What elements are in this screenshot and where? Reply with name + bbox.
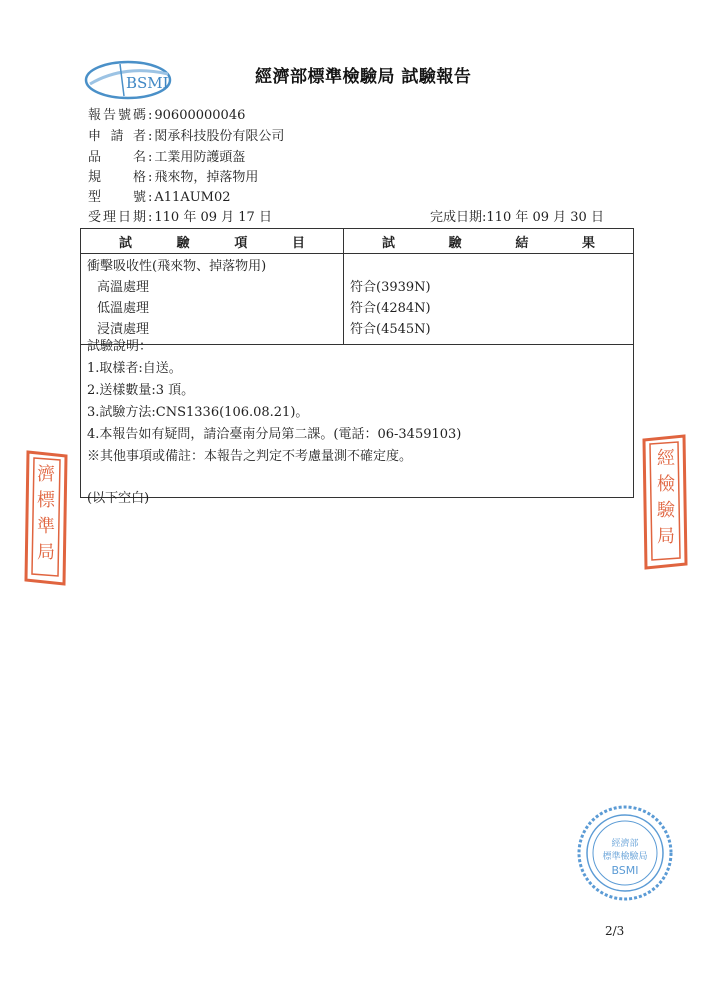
- report-number-label: 報告號碼: [88, 108, 146, 123]
- seal-top-text: 經濟部: [611, 839, 639, 849]
- seal-middle-text: 標準檢驗局: [602, 852, 648, 862]
- received-date-value: 110 年 09 月 17 日: [154, 210, 272, 225]
- test-item: 低溫處理: [97, 301, 150, 316]
- applicant-line: 申請者 : 閎承科技股份有限公司: [88, 127, 284, 147]
- note-line: 2.送樣數量:3 頂。: [87, 383, 195, 398]
- test-result: 符合(4545N): [350, 322, 431, 337]
- spec-value: 飛來物，掉落物用: [154, 170, 259, 185]
- report-number-line: 報告號碼 : 90600000046: [88, 106, 245, 126]
- note-line: 1.取樣者:自送。: [87, 361, 182, 376]
- test-group-label: 衝擊吸收性(飛來物、掉落物用): [87, 259, 267, 274]
- note-line: ※其他事項或備註：本報告之判定不考慮量測不確定度。: [87, 449, 413, 464]
- svg-text:檢: 檢: [657, 474, 675, 495]
- svg-text:經: 經: [657, 448, 675, 469]
- product-value: 工業用防護頭盔: [154, 150, 246, 165]
- completed-date-line: 完成日期:110 年 09 月 30 日: [430, 210, 604, 225]
- notes-heading: 試驗說明：: [87, 339, 153, 354]
- note-line: 4.本報告如有疑問，請洽臺南分局第二課。(電話：06-3459103): [87, 427, 462, 442]
- model-value: A11AUM02: [154, 190, 231, 205]
- page-number: 2/3: [605, 924, 625, 938]
- test-item: 高溫處理: [97, 280, 150, 295]
- received-date-line: 受理日期 : 110 年 09 月 17 日: [88, 208, 272, 228]
- results-table: [80, 228, 634, 345]
- model-line: 型號 : A11AUM02: [88, 188, 231, 208]
- applicant-label: 申請者: [88, 129, 146, 144]
- model-label: 型號: [88, 190, 146, 205]
- test-item: 浸漬處理: [97, 322, 150, 337]
- received-date-label: 受理日期: [88, 210, 146, 225]
- left-red-stamp: [20, 448, 70, 588]
- seal-bottom-text: BSMI: [611, 864, 639, 877]
- svg-text:濟: 濟: [37, 464, 55, 485]
- test-result: 符合(3939N): [350, 280, 431, 295]
- blank-below-note: (以下空白): [87, 491, 150, 506]
- test-notes-box: [80, 335, 634, 506]
- table-row: [81, 254, 634, 345]
- report-title: 經濟部標準檢驗局 試驗報告: [255, 67, 472, 87]
- svg-text:局: 局: [37, 542, 55, 563]
- product-label: 品名: [88, 150, 146, 165]
- bsmi-logo: [84, 56, 174, 102]
- product-line: 品名 : 工業用防護頭盔: [88, 148, 245, 168]
- header-test-item: 試 驗 項 目: [81, 229, 344, 254]
- spec-label: 規格: [88, 170, 146, 185]
- svg-text:驗: 驗: [657, 500, 675, 521]
- applicant-value: 閎承科技股份有限公司: [154, 129, 285, 144]
- completed-date-label: 完成日期: [430, 210, 483, 225]
- svg-text:標: 標: [37, 490, 55, 511]
- right-red-stamp: [640, 432, 690, 572]
- svg-text:局: 局: [657, 526, 675, 547]
- table-header-row: [81, 229, 634, 254]
- test-result: 符合(4284N): [350, 301, 431, 316]
- header-test-result: 試 驗 結 果: [344, 229, 634, 254]
- report-number-value: 90600000046: [154, 108, 246, 123]
- spec-line: 規格 : 飛來物，掉落物用: [88, 168, 258, 188]
- logo-text: BSMI: [126, 74, 169, 92]
- note-line: 3.試驗方法:CNS1336(106.08.21)。: [87, 405, 309, 420]
- bsmi-round-seal: [576, 804, 674, 902]
- svg-text:準: 準: [37, 516, 55, 537]
- completed-date-value: 110 年 09 月 30 日: [486, 210, 604, 225]
